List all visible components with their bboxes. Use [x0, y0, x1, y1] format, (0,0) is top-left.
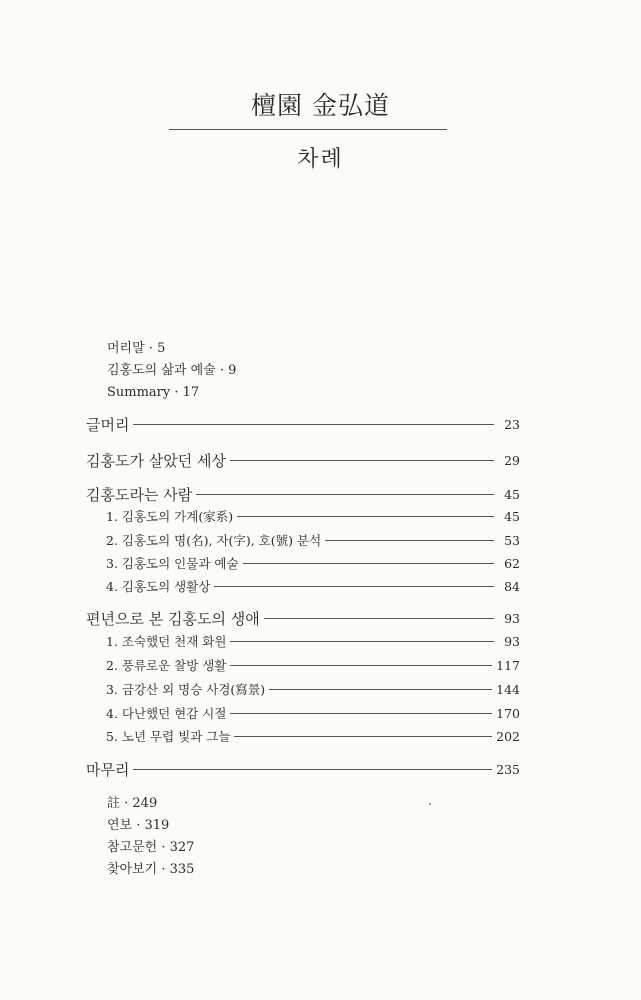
toc-leader-line [230, 460, 494, 461]
toc-entry [86, 631, 520, 651]
toc-entry-page: 84 [504, 578, 520, 594]
back-matter-item: 註 · 249 [107, 796, 158, 811]
toc-entry-page: 45 [504, 486, 520, 502]
toc-entry-page: 62 [504, 555, 520, 571]
front-matter-list [107, 338, 236, 404]
toc-entry [86, 553, 520, 573]
toc-entry-label: 2. 김홍도의 명(名), 자(字), 호(號) 분석 [106, 533, 322, 548]
back-matter-item: 참고문헌 · 327 [107, 840, 195, 855]
toc-entry-label: 4. 김홍도의 생활상 [106, 579, 211, 594]
toc-entry [86, 484, 520, 504]
toc-entry [86, 506, 520, 526]
toc-entry-label: 3. 금강산 외 명승 사경(寫景) [106, 682, 266, 697]
toc-entry-page: 93 [504, 633, 520, 649]
toc-entry-label: 김홍도가 살았던 세상 [86, 451, 226, 470]
toc-entry-label: 글머리 [86, 415, 130, 434]
toc-entry-label: 2. 풍류로운 찰방 생활 [106, 658, 227, 673]
toc-entry-page: 53 [504, 532, 520, 548]
toc-entry [86, 703, 520, 723]
toc-entry-page: 29 [504, 452, 520, 468]
contents-heading: 차례 [297, 147, 344, 172]
toc-entry [86, 530, 520, 550]
toc-entry-page: 23 [504, 416, 520, 432]
back-matter-item: 찾아보기 · 335 [107, 862, 195, 877]
paper-speck [429, 803, 431, 805]
toc-entry-label: 4. 다난했던 현감 시절 [106, 706, 227, 721]
toc-entry [86, 759, 520, 779]
toc-entry [86, 679, 520, 699]
toc-entry [86, 726, 520, 746]
toc-entry [86, 450, 520, 470]
toc-leader-line [230, 665, 492, 666]
toc-leader-line [133, 769, 492, 770]
toc-leader-line [230, 641, 494, 642]
toc-entry-page: 144 [496, 681, 520, 697]
toc-entry [86, 414, 520, 434]
toc-leader-line [133, 424, 494, 425]
toc-leader-line [243, 563, 494, 564]
toc-leader-line [264, 618, 494, 619]
toc-leader-line [237, 516, 494, 517]
toc-entry-label: 편년으로 본 김홍도의 생애 [86, 609, 260, 628]
toc-entry-page: 45 [504, 508, 520, 524]
back-matter-item: 연보 · 319 [107, 818, 170, 833]
toc-entry-page: 170 [496, 705, 520, 721]
toc-entry-label: 김홍도라는 사람 [86, 485, 193, 504]
back-matter-list [107, 793, 194, 881]
toc-entry [86, 608, 520, 628]
toc-entry-label: 3. 김홍도의 인물과 예술 [106, 556, 239, 571]
toc-entry-page: 117 [496, 657, 520, 673]
toc-entry-page: 93 [504, 610, 520, 626]
toc-entry-label: 마무리 [86, 760, 130, 779]
toc-entry-page: 235 [496, 761, 520, 777]
toc-leader-line [325, 540, 494, 541]
front-matter-item: 머리말 · 5 [107, 341, 166, 356]
toc-leader-line [230, 713, 492, 714]
toc-entry [86, 576, 520, 596]
toc-entry-page: 202 [496, 728, 520, 744]
toc-entry-label: 1. 김홍도의 가계(家系) [106, 509, 234, 524]
toc-entry [86, 655, 520, 675]
toc-entry-label: 1. 조숙했던 천재 화원 [106, 634, 227, 649]
front-matter-item: 김홍도의 삶과 예술 · 9 [107, 363, 237, 378]
toc-leader-line [214, 586, 494, 587]
toc-leader-line [269, 689, 492, 690]
title-divider [169, 129, 447, 130]
book-title: 檀園 金弘道 [251, 91, 390, 120]
toc-leader-line [234, 736, 492, 737]
front-matter-item: Summary · 17 [107, 385, 200, 400]
toc-entry-label: 5. 노년 무렵 빛과 그늘 [106, 729, 231, 744]
toc-leader-line [196, 494, 494, 495]
